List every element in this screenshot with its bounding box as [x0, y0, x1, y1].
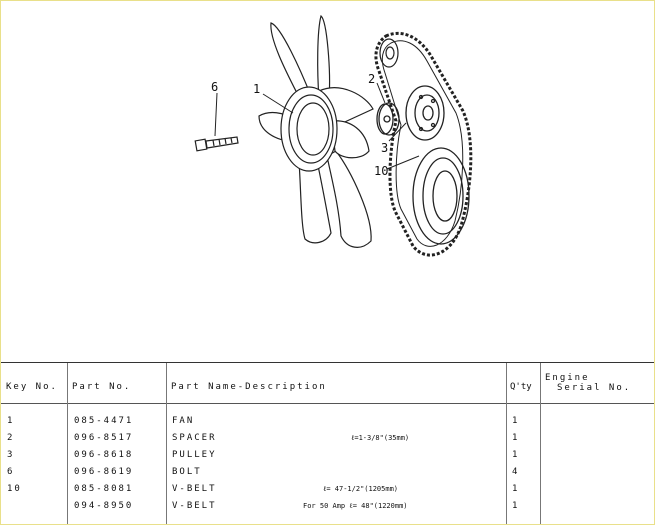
fan-pulley-drawing [1, 1, 654, 361]
table-row: 3 096-8618 PULLEY 1 [7, 450, 520, 460]
callout-1: 1 [253, 82, 261, 96]
pulley-drawing [406, 86, 444, 140]
header-description: Part Name-Description [171, 382, 327, 392]
exploded-diagram [1, 1, 654, 361]
callout-10: 10 [374, 164, 389, 178]
table-row: 1 085-4471 FAN 1 [7, 416, 520, 426]
fan-drawing [259, 16, 376, 247]
header-part-no: Part No. [72, 382, 132, 392]
crank-pulley-drawing [413, 148, 469, 244]
table-header [1, 363, 654, 404]
bolt-drawing [195, 137, 238, 151]
callout-2: 2 [368, 72, 376, 86]
table-row: 10 085-8081 V-BELT ℓ= 47-1/2"(1205mm) 1 [7, 484, 520, 494]
table-row: 6 096-8619 BOLT 4 [7, 467, 520, 477]
header-engine-serial: Engine Serial No. [545, 373, 632, 393]
table-row: 2 096-8517 SPACER ℓ=1-3/8"(35mm) 1 [7, 433, 520, 443]
callout-3: 3 [381, 141, 389, 155]
header-qty: Q'ty [510, 382, 532, 392]
parts-table [1, 362, 654, 525]
callout-6: 6 [211, 80, 219, 94]
header-key-no: Key No. [6, 382, 58, 392]
table-row: 094-8950 V-BELT For 50 Amp ℓ= 48"(1220mm) 1 [74, 501, 520, 511]
